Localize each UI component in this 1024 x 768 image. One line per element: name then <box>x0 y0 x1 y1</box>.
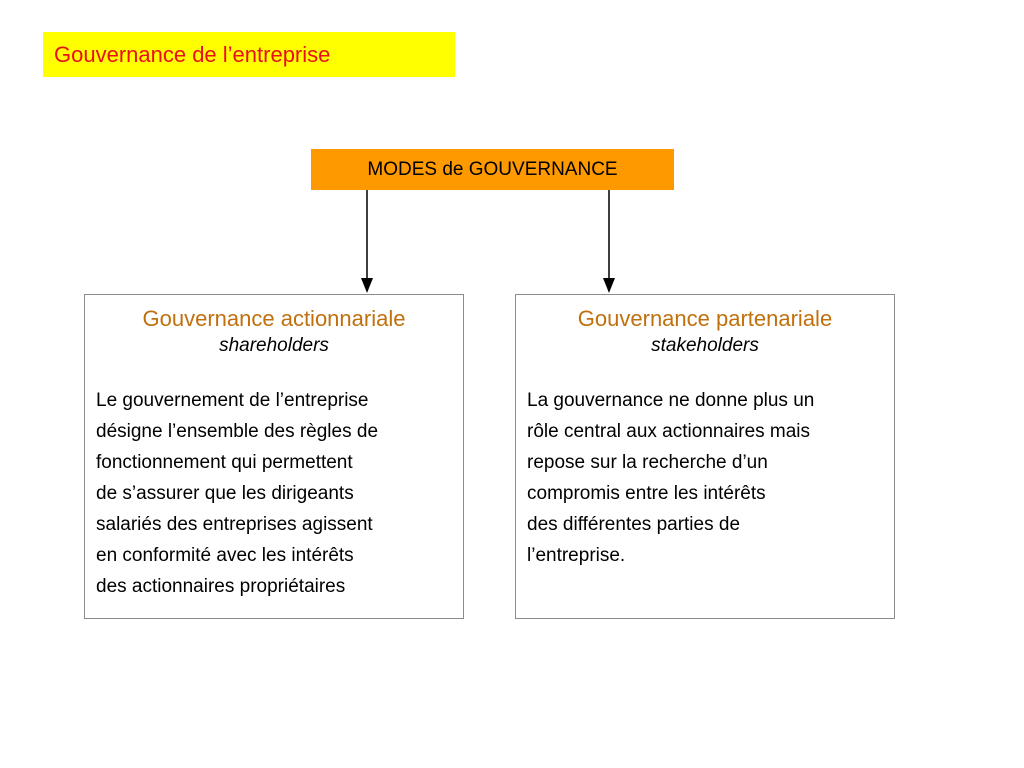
right-body-line: repose sur la recherche d’un <box>527 452 768 473</box>
right-body-line: des différentes parties de <box>527 514 741 535</box>
right-node-heading: Gouvernance partenariale <box>577 306 833 331</box>
arrowhead-right <box>603 278 615 293</box>
left-body-line: désigne l’ensemble des règles de <box>96 421 379 442</box>
arrow-to-right-node <box>603 190 615 293</box>
right-body-line: compromis entre les intérêts <box>527 483 766 504</box>
left-body-line: fonctionnement qui permettent <box>96 452 353 473</box>
left-body-line: Le gouvernement de l’entreprise <box>96 390 369 411</box>
left-body-line: de s’assurer que les dirigeants <box>96 483 354 504</box>
right-node <box>515 294 895 619</box>
arrow-to-left-node <box>361 190 373 293</box>
right-node-subheading: stakeholders <box>651 335 759 356</box>
left-body-line: en conformité avec les intérêts <box>96 545 354 566</box>
right-body-line: rôle central aux actionnaires mais <box>527 421 811 442</box>
arrowhead-left <box>361 278 373 293</box>
left-node <box>84 294 464 619</box>
left-node-subheading: shareholders <box>219 335 329 356</box>
left-body-line: des actionnaires propriétaires <box>96 576 346 597</box>
left-node-heading: Gouvernance actionnariale <box>142 306 406 331</box>
left-body-line: salariés des entreprises agissent <box>96 514 373 535</box>
right-body-line: l’entreprise. <box>527 545 626 566</box>
slide-title: Gouvernance de l’entreprise <box>54 41 331 67</box>
slide-title-box <box>43 32 455 77</box>
right-body-line: La gouvernance ne donne plus un <box>527 390 815 411</box>
right-node-body <box>516 385 894 571</box>
root-node-label: MODES de GOUVERNANCE <box>367 158 618 180</box>
root-node <box>311 149 674 190</box>
left-node-body <box>85 385 463 602</box>
